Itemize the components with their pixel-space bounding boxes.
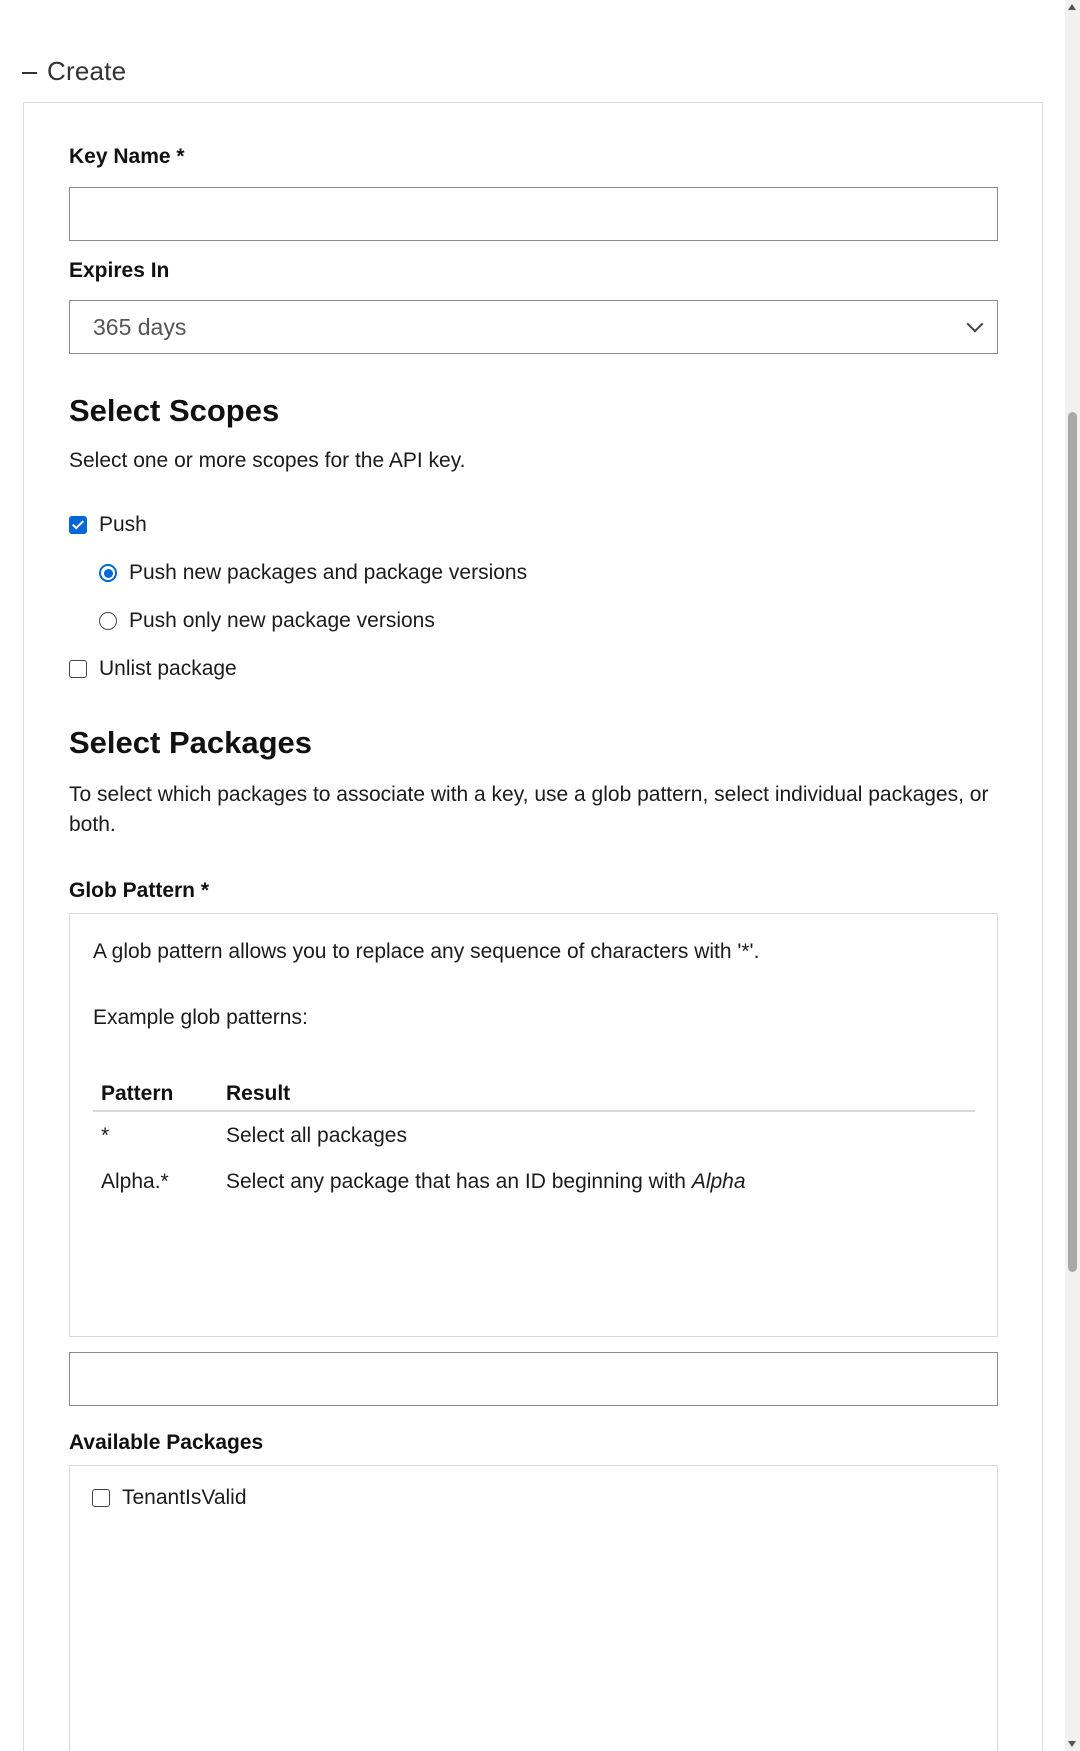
available-packages-list [69,1465,998,1751]
push-option-label: Push only new package versions [129,609,435,632]
create-section-toggle[interactable] [22,56,126,87]
unlist-checkbox[interactable] [69,660,87,678]
glob-help-examples: Example glob patterns: [93,1006,308,1029]
glob-pattern-input[interactable] [69,1352,998,1406]
checkmark-icon [72,517,84,529]
push-label: Push [99,513,147,536]
chevron-down-icon [967,316,984,333]
key-name-input[interactable] [69,187,998,241]
pattern-cell: Alpha.* [101,1170,169,1193]
result-column-header: Result [226,1082,291,1105]
available-packages-label: Available Packages [69,1431,264,1454]
list-item[interactable] [92,1486,247,1510]
scroll-thumb[interactable] [1068,412,1077,1272]
table-header-row [93,1078,975,1112]
section-title: Create [47,56,127,86]
scope-push[interactable] [69,513,147,537]
unlist-label: Unlist package [99,657,237,680]
expires-in-select[interactable] [69,300,998,354]
scroll-down-icon[interactable] [1068,1741,1076,1747]
expires-in-label: Expires In [69,259,170,282]
minus-icon [22,72,37,74]
glob-pattern-help [69,913,998,1337]
select-packages-heading: Select Packages [69,725,313,760]
create-panel [23,102,1043,1751]
push-new-versions-radio[interactable] [99,612,117,630]
key-name-label: Key Name * [69,145,185,168]
scroll-up-icon[interactable] [1068,4,1076,10]
table-row [93,1112,975,1158]
push-new-packages-radio[interactable] [99,564,117,582]
scope-unlist[interactable] [69,657,237,681]
pattern-cell: * [101,1124,110,1147]
pattern-column-header: Pattern [101,1082,174,1105]
radio-dot-icon [104,569,113,578]
glob-pattern-label: Glob Pattern * [69,879,210,902]
push-checkbox[interactable] [69,516,87,534]
glob-examples-table [93,1078,975,1204]
vertical-scrollbar[interactable] [1065,0,1080,1751]
glob-help-intro: A glob pattern allows you to replace any sequence of characters with '*'. [93,940,760,963]
package-label: TenantIsValid [122,1486,247,1509]
push-option-new-versions[interactable] [99,609,435,633]
select-scopes-heading: Select Scopes [69,393,280,428]
select-scopes-description: Select one or more scopes for the API key. [69,449,466,472]
result-cell: Select any package that has an ID beginning with Alpha [226,1170,746,1193]
result-emphasis: Alpha [691,1170,746,1193]
push-option-new-packages[interactable] [99,561,527,585]
select-packages-description: To select which packages to associate with a key, use a glob pattern, select individual packages, or both. [69,783,989,836]
expires-in-value: 365 days [93,313,187,340]
table-row [93,1158,975,1204]
push-option-label: Push new packages and package versions [129,561,528,584]
package-checkbox[interactable] [92,1489,110,1507]
result-cell: Select all packages [226,1124,407,1147]
